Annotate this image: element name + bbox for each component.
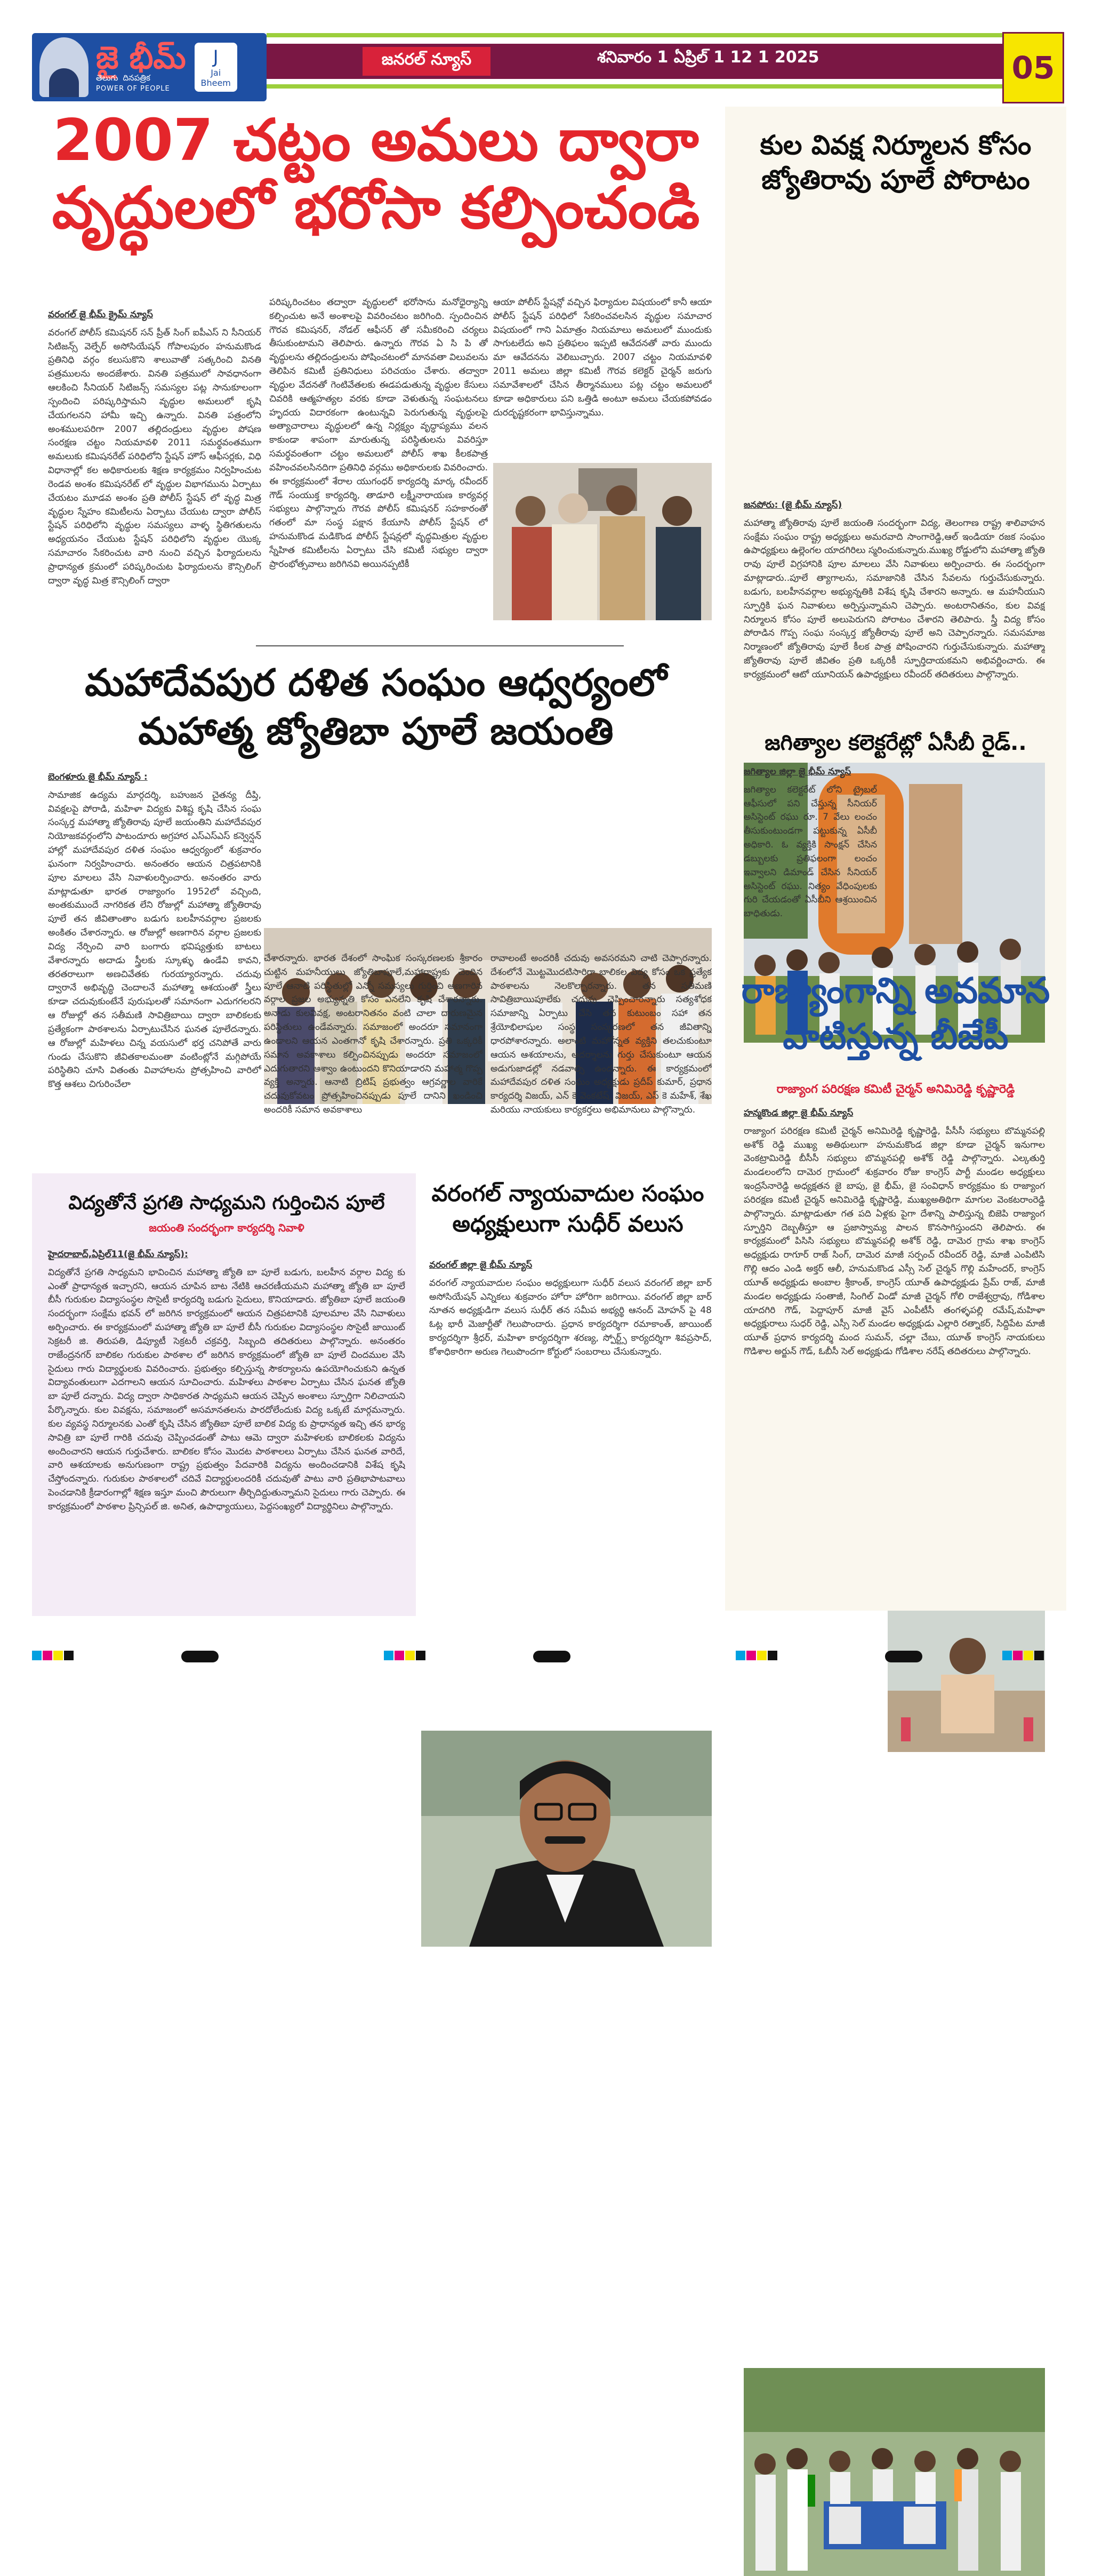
bar-headline-line1: వరంగల్ న్యాయవాదుల సంఘం [431, 1180, 704, 1206]
side1-body [744, 499, 1045, 733]
lead-byline: వరంగల్ జై భీమ్ క్రైమ్ న్యూస్ [48, 309, 153, 320]
education-headline[interactable]: విద్యతోనే ప్రగతి సాధ్యమని గుర్తించిన పూలే [68, 1192, 385, 1214]
lead-photo-image [493, 463, 712, 620]
registration-pill-3 [885, 1651, 922, 1662]
bar-photo [421, 1731, 712, 1947]
education-body [48, 1248, 405, 1602]
logo-portrait-icon [39, 37, 89, 97]
lead-headline-line1: 2007 చట్టం అమలు ద్వారా [53, 107, 699, 174]
side1-body-text: మహాత్మా జ్యోతిరావు పూలే జయంతి సందర్భంగా విద్య, తెలంగాణ రాష్ట్ర శాలివాహన సంక్షేమ సంఘం రాష్ట్ర అధ్యక్షులు అమరవాది సాంగారెడ్డి,ఆల్ ఇండియా రజక సంఘం ఉపాధ్యక్షులు ఉల్లెంగల యాదగిరిలు స్మరించుకున్నారు.ముఖ్య రోడ్డులోని మహాత్మా జ్యోతి రావు పూలే విగ్రహానికి పూల మాలలు వేసి నివాళులు అర్పించారు. ఈ సందర్భంగా మాట్లాడారు..పూలే త్యాగాలను, సమాజానికి చేసిన సేవలను గుర్తుచేసుకున్నారు. బడుగు, బలహీనవర్గాల అభ్యున్నతికి విశేష కృషి చేశారని అన్నారు. ఆ మహనీయుని స్ఫూర్తికి ఘన నివాళులు అర్పిస్తున్నామని చెప్పారు. అంటరానితనం, కుల వివక్ష నిర్మూలన కోసం పూలే అలుపెరుగని పోరాటం చేశారని తెలిపారు. స్త్రీ విద్య కోసం పోరాడిన గొప్ప సంఘ సంస్కర్త జ్యోతీరావు పూలే అని చెప్పారన్నారు. సమసమాజ నిర్మాణంలో జ్యోతిరావు పూలే కీలక పాత్ర పోషించారని గుర్తుచేసుకున్నారు. మహాత్మా జ్యోతిరావు పూలే జీవితం ప్రతి ఒక్కరికీ స్ఫూర్తిదాయకమని అభివర్ణించారు. ఈ కార్యక్రమంలో ఆటో యూనియన్ ఉపాధ్యక్షులు రవీందర్ తదితరులు పాల్గొన్నారు. [744, 517, 1045, 680]
side3-headline-line1: రాజ్యాంగాన్ని అవమాన [741, 970, 1050, 1011]
side1-headline-line1: కుల వివక్ష నిర్మూలన కోసం [760, 130, 1032, 161]
lead-col-3: ఆయా పోలీస్ స్టేషన్లో వచ్చిన ఫిర్యాదుల విషయంలో కానీ ఆయా పోలీస్ స్టేషన్ పరిధిలో సేకరించవలసిన వృద్ధుల సమాచార విషయంలో గాని ఏమాత్రం నియమాలు అమలులో ముందుకు సాగుటలేదు అని ప్రతిఫలం ఇప్పటి ఆవేదనతో వారు ముందు మా ఆవేదనను వెలిబుచ్చారు. 2007 చట్టం నియమావళి 2011 అమలు జిల్లా కమిటీ గౌరవ కలెక్టర్ చైర్మన్ జరుగు సమావేశాలలో చేసిన తీర్మానములు పట్ల చట్టం అమలులో కూడా అధికారులు పని ఒత్తిడి అంటూ అమలు చేయకపోవడం దురదృష్టకరంగా భావిస్తున్నాము. [493, 297, 712, 418]
second-col-3: రావాలంటే అందరికీ చదువు అవసరమని చాటి చెప్పారన్నారు. దేశంలోనే మొట్టమొదటిసారిగా బాలికల విద్య కోసం ఒక ప్రత్యేక పాఠశాలను నెలకొల్పారన్నారు. తన సతీమణి సావిత్రిబాయిపూలేకు చదువు చెప్పించారన్నారు సత్యశోధక సమాజాన్ని ఏర్పాటు చేసి తన కుటుంబం సహా తన శ్రేయోభిలాషుల సంస్థ సంస్కరణలో తన జీవితాన్ని ధారపోశారన్నారు. అలాంటి మహోన్నత వ్యక్తిని తలచుకుంటూ ఆయన ఆశయాలను, ఆదర్శాలను గుర్తు చేసుకుంటూ ఆయన అడుగుజాడల్లో నడవాల్సి ఉందన్నారు. ఈ కార్యక్రమంలో మహాదేవపుర దళిత సంఘం అధ్యక్షుడు ప్రదీప్ కుమార్, ప్రధాన కార్యదర్శి విజయ్, ఎన్ కె వెంకటేష్, విజయ్, ఎస్ కె మహేశ్, శేఖ మరియు నాయకులు కార్యకర్తలు అభిమానులు పాల్గొన్నారు. [490, 953, 712, 1116]
second-headline-line2: మహాత్మ జ్యోతిబా పూలే జయంతి [138, 709, 614, 753]
side2-body [744, 765, 877, 943]
registration-marks-2 [384, 1651, 427, 1662]
second-headline-line1: మహాదేవపుర దళిత సంఘం ఆధ్వర్యంలో [85, 661, 667, 705]
registration-marks-4 [1002, 1651, 1045, 1662]
section-tag: జనరల్ న్యూస్ [363, 47, 490, 76]
side1-headline[interactable] [730, 128, 1061, 197]
second-col-2: చేశారన్నారు. భారత దేశంలో సాంఘిక సంస్కరణలకు శ్రీకారం చుట్టిన మహనీయులు జ్యోతిబాపూలే,మహారాష్ట్రకు చెందిన పూలే ఆనాటి పరిస్థితుల్లో ఎన్నో సమస్యలు గుర్తించి అణగారిన వర్గాల ప్రజల అభ్యున్నతి కోసం ఎనలేని కృషి చేశారన్నారు. అనాడు కులవివక్ష, అంటరానితనం వంటి చాలా దారుణమైన పరిస్థితులు ఉండేవన్నారు. సమాజంలో అందరూ సమానంగా ఉండాలని ఆయన ఎంతగానో కృషి చేశారన్నారు. ప్రతి ఒక్కరికీ సమాన అవకాశాలు కల్పించినప్పుడు అందరూ సమాజంలో ఎదుగుతారని ఆశ్వాం ఉంటుందని కొనియాడారని మహాత్మ గొప్ప వ్యక్తి అన్నారు. ఆనాటి బ్రిటిష్ ప్రభుత్వం ఆగ్రవర్ణాల వారికే చదువుకోవటం ప్రోత్సహించినప్పుడు పూలే దానిని ఖండించి అందరికీ సమాన అవకాశాలు [264, 953, 482, 1116]
divider [256, 645, 624, 646]
logo-tagline: POWER OF PEOPLE [96, 84, 170, 93]
side3-body-text: రాజ్యాంగ పరిరక్షణ కమిటీ చైర్మన్ అనిమిరెడ్డి కృష్ణారెడ్డి, పీసీసీ సభ్యులు బొమ్మనపల్లి అశోక్ రెడ్డి ముఖ్య అతిథులుగా హనుమకొండ జిల్లా కూడా చైర్మన్ ఇనుగాల వెంకట్రామిరెడ్డి బీసీసీ సభ్యులు బొమ్మనపల్లి అశోక్ రెడ్డి పాల్గొన్నారు. ఎల్కతుర్తి మండలంలోని దామెర గ్రామంలో శుక్రవారం రోజు కాంగ్రెస్ పార్టీ మండల అధ్యక్షులు ఇంద్రసేనారెడ్డి అధ్యక్షతన జై బాపు, జై భీమ్, జై సంవిధాన్ కార్యక్రమం కు రాజ్యాంగ పరిరక్షణ కమిటీ చైర్మన్ అనిమిరెడ్డి కృష్ణారెడ్డి, ముఖ్యఅతిథిగా మాగుల వెంకటరాంరెడ్డి పాల్గొన్నారు. మాట్లాడుతూ గత పది ఏళ్లకు పైగా దేశాన్ని పాలిస్తున్న బిజెపి రాజ్యాంగ స్ఫూర్తిని దెబ్బతీస్తూ ఆ ప్రజాస్వామ్య పాలన కొనసాగిస్తుందని తెలిపారు. ఈ కార్యక్రమంలో పిసిసి సభ్యులు బొమ్మనపల్లి అశోక్ రెడ్డి, దామెర గ్రామ శాఖ కాంగ్రెస్ అధ్యక్షుడు రాగూర్ రాజ్ సింగ్, దామెర మాజీ సర్పంచ్ రవీందర్ రెడ్డి, మాజీ ఎంపిటిసి గొల్లి ఆదం ఎండి అక్తర్ ఆలీ, హనుమకొండ ఎస్సీ సెల్ చైర్మన్ గొల్లి మహేందర్, కాంగ్రెస్ యూత్ అధ్యక్షుడు అంబాల శ్రీకాంత్, కాంగ్రెస్ యూత్ ఉపాధ్యక్షుడు ప్రేమ్ రాజ్, మాజీ మండల అధ్యక్షుడు సంతాజీ, సింగిల్ విండో మాజీ చైర్మన్ గోలి రాజేశ్వర్రావు, గోడిశాల యాదగిరి గౌడ్, పెద్దాపూర్ మాజీ వైస్ ఎంపీటీసీ తంగళ్ళపల్లి రమేష్,మహిళా అధ్యక్షురాలు సుధర్ రెడ్డి, ఎస్సీ సెల్ మండల అధ్యక్షుడు ఎల్లారి రత్నాకర్, సిద్దిపేట మాజీ యూత్ ప్రధాన కార్యదర్శి మంద సుమన్, చల్లా చేబు, యూత్ కాంగ్రెస్ నాయకులు గొడిశాల అర్జున్ గౌడ్, ఓబీసీ సెల్ అధ్యక్షుడు గోడిశాల నరేష్ తదితరులు పాల్గొన్నారు. [744, 1125, 1045, 1357]
lead-col-1 [48, 308, 261, 636]
side2-byline: జగిత్యాల జిల్లా జై భీమ్ న్యూస్ [744, 766, 851, 777]
bar-byline: వరంగల్ జిల్లా జై భీమ్ న్యూస్ [429, 1260, 533, 1270]
second-headline[interactable] [32, 659, 720, 756]
logo-title: జై భీమ్ [96, 39, 186, 76]
side3-photo-image [744, 2368, 1045, 2576]
side2-headline[interactable]: జగిత్యాల కలెక్టరేట్లో ఏసీబీ రైడ్.. [765, 731, 1027, 755]
logo-seal-icon: J Jai Bheem [195, 43, 237, 92]
lead-headline[interactable] [32, 107, 720, 243]
page-number: 05 [1002, 32, 1064, 103]
lead-headline-line2: వృద్ధులలో భరోసా కల్పించండి [52, 175, 700, 242]
side3-byline: హన్మకొండ జిల్లా జై భీమ్ న్యూస్ [744, 1108, 854, 1118]
side1-byline: జనపోరు: (జై భీమ్ న్యూస్) [744, 500, 842, 510]
side3-photo [744, 2368, 1045, 2576]
side2-photo [888, 1611, 1045, 1752]
side3-headline-line2: పాటిస్తున్న బీజేపీ [783, 1015, 1009, 1057]
registration-marks-1 [32, 1651, 75, 1662]
newspaper-logo[interactable] [32, 33, 267, 101]
registration-marks-3 [736, 1651, 778, 1662]
bar-headline-line2: అధ్యక్షులుగా సుధీర్ వలుస [452, 1210, 683, 1237]
side3-subheadline: రాజ్యాంగ పరిరక్షణ కమిటీ చైర్మన్ అనిమిరెడ్డి కృష్ణారెడ్డి [776, 1083, 1015, 1096]
bar-body-text: వరంగల్ న్యాయవాదుల సంఘం అధ్యక్షులుగా సుధీర్ వలుస వరంగల్ జిల్లా బార్ అసోసియేషన్ ఎన్నికలు శుక్రవారం హోరా హోరిగా జరిగాయి. వరంగల్ జిల్లా బార్ నూతన అధ్యక్షుడిగా వలుస సుధీర్ తన సమీప అభ్యర్థి ఆనంద్ మోహన్ పై 48 ఓట్ల భారీ మెజార్టీతో గెలుపొందారు. ప్రధాన కార్యదర్శిగా రమాకాంత్, జాయింట్ కార్యదర్శిగా శ్రీధర్, మహిళా కార్యదర్శిగా శరణ్య, స్పోర్ట్స్ కార్యదర్శిగా శివప్రసాద్, కోశాధికారిగా అరుణ గెలుపొందగా కోర్టులో సంబరాలు చేసుకున్నారు. [429, 1277, 712, 1357]
education-subheadline: జయంతి సందర్భంగా కార్యదర్శి నివాళి [149, 1221, 304, 1234]
registration-pill-1 [181, 1651, 219, 1662]
lead-photo [493, 463, 712, 620]
masthead-stripe-top [267, 33, 1013, 37]
lead-col-2: పరిష్కరించటం తద్వారా వృద్ధులలో భరోసాను మనోధైర్యాన్ని కల్పించుట అనే అంశాలపై వివరించటం జరిగింది. స్పందించిన గౌరవ కమిషనర్, నోడల్ ఆఫీసర్ తో సమీకరించి చర్యలు తీసుకుంటామని తెలిపారు. ఉన్నారు గౌరవ ఏ సి పి తో వృద్ధులను తల్లిదండ్రులను పోషించటంలో మానవతా విలువలను తెలిపిన కమిటీ ప్రతినిధులు పరిచయం చేశారు. తద్వారా వృద్ధుల వేదనతో గెంటివేతలకు ఈడపడుతున్న వృద్ధుల కేసులు చివరికి ఆత్మహత్యల వరకు కూడా వెళుతున్న సంఘటనలు హృదయ విదారకంగా ఉంటున్నవి పెరుగుతున్న వృద్ధులపై అత్యాచారాలు వృద్ధులలో ఉన్న నిర్లక్ష్యం వృద్ధాప్యము వలన కాకుండా శాపంగా మారుతున్న పరిస్థితులను వివరిస్తూ సమర్థవంతంగా చట్టం అమలులో పోలీస్ శాఖ కీలకపాత్ర వహించవలసినదిగా ప్రతినిధి వర్గము అధికారులకు వివరించారు. ఈ కార్యక్రమంలో శేరాల యుగంధర్ కార్యదర్శి మార్క రవీందర్ గౌడ్ సంయుక్త కార్యదర్శి, తాడూరి లక్ష్మీనారాయణ కార్యవర్గ సభ్యులు పాల్గొన్నారు గౌరవ పోలీస్ కమిషనర్ సహకారంతో గతంలో మా సంస్థ పక్షాన కేయూసి పోలీస్ స్టేషన్ లో హనుమకొండ మడికొండ పోలీస్ స్టేషన్లలో వృద్ధమిత్రుల వృద్ధుల స్నేహిత కమిటీలను ఏర్పాటు చేసి కమిటీ సభ్యుల ద్వారా ప్రారంభోత్సవాలు జరిగినవి అయినప్పటికీ [269, 297, 488, 570]
logo-subtitle: తెలుగు దినపత్రిక [96, 73, 150, 83]
side2-photo-image [888, 1611, 1045, 1752]
education-body-text: విద్యతోనే ప్రగతి సాధ్యమని భావించిన మహాత్మా జ్యోతి బా పూలే బడుగు, బలహీన వర్గాల విద్య కు ఎంతో ప్రాధాన్యత ఇచ్చారని, ఆయన చూపిన బాట నేటికి ఆచరణీయమని మహాత్మా జ్యోతి బా పూలే బీసీ గురుకుల విద్యాసంస్థల సొసైటీ కార్యదర్శి బడుగు సైదులు, కొనియాడారు. జ్యోతిబా పూలే జయంతి సందర్భంగా సంక్షేమ భవన్ లో జరిగిన కార్యక్రమంలో ఆయన చిత్రపటానికి పూలమాల వేసి నివాళులు అర్పించారు. ఈ కార్యక్రమంలో మహాత్మా జ్యోతి బా పూలే బీసీ గురుకుల విద్యాసంస్థల సొసైటీ జాయింట్ సెక్రటరీ జి. తిరుపతి, డిప్యూటీ సెక్రటరీ చక్రవర్తి, సిబ్బంది తదితరులు పాల్గొన్నారు. అనంతరం రాజేంద్రనగర్ బాలికల గురుకుల పాఠశాల లో జరిగిన కార్యక్రమంలో జ్యోతి బా పూలే చిందముల వేసి సైదులు గారు విద్యార్థులకు వివరించారు. ప్రభుత్వం కల్పిస్తున్న సౌకర్యాలను ఉపయోగించుకుని ఉన్నత విద్యావంతులుగా ఎదగాలని ఆయన సూచించారు. మహిళలు పాఠశాల ఏర్పాటు చేసిన ఘనత జ్యోతి బా పూలే దన్నారు. విద్య ద్వారా సాధికారత సాధ్యమని ఆయన చెప్పిన అంశాలు స్ఫూర్తిగా నిలిచాయని పేర్కొన్నారు. కుల వివక్షను, సమాజంలో అసమానతలను పారదోలేందుకు విద్య ఒక్కటే మార్గమన్నారు. కుల వ్యవస్థ నిర్మూలనకు ఎంతో కృషి చేసిన జ్యోతిబా పూలే బాలిక విద్య కు ప్రాధాన్యత ఇచ్చి తన భార్య సావిత్రి బా పూలే గారికి చదువు చెప్పించడంతో పాటు ఆమె ద్వారా మహిళలకు బాలికలకు విద్యను అందించారని ఆయన గుర్తుచేశారు. బాలికల కోసం మొదట పాఠశాలలు ఏర్పాటు చేసిన ఘనత వారిదే, వారి ఆశయాలకు అనుగుణంగా రాష్ట్ర ప్రభుత్వం పేదవారికి విద్యను అందించడానికి విశేష కృషి చేస్తోందన్నారు. గురుకుల పాఠశాలలో చదివే విద్యార్థులందరికీ చదువుతో పాటు వారి ప్రతిభాపాటవాలు పెంచడానికి క్రీడారంగాల్లో శిక్షణ ఇస్తూ మంచి పౌరులుగా తీర్చిదిద్దుతున్నామని సైదులు గారు చెప్పారు. ఈ కార్యక్రమంలో పాఠశాల ప్రిన్సిపల్ జి. అనిత, ఉపాధ్యాయులు, పెద్దసంఖ్యలో విద్యార్థినిలు పాల్గొన్నారు. [48, 1267, 405, 1512]
lead-col-1-text: వరంగల్ పోలీస్ కమిషనర్ సన్ ప్రీత్ సింగ్ ఐపీఎస్ ని సీనియర్ సిటిజన్స్ వెల్ఫేర్ అసోసియేషన్ గోపాలపురం హనుమకొండ ప్రతినిధి వర్గం కలుసుకొని శాలువాతో సత్కరించి వినతి పత్రములను అందజేశారు. వినతి పత్రములో సావధానంగా ఆలకించి సీనియర్ సిటిజన్స్ సమస్యల పట్ల సానుకూలంగా స్పందించి పరిష్కరిస్తామని వృద్ధుల అమలులో కృషి చేయగలనని హామీ ఇచ్చి ఉన్నారు. వినతి పత్రంలోని అంశములపరిగా 2007 తల్లిదండ్రులు వృద్ధుల పోషణ సంరక్షణ చట్టం నియమావళి 2011 సమర్థవంతముగా అమలుకు కమిషనరేట్ పరిధిలోని స్టేషన్ హౌస్ ఆఫీసర్లకు, విధి విధానాల్లో కల అధికారులకు శిక్షణ కార్యక్రమం నిర్వహించుట రెండవ అంశం కమిషనరేట్ లో వృద్ధుల విభాగమును ఏర్పాటు చేయటం మూడవ అంశం ప్రతి పోలీస్ స్టేషన్ లో వృద్ధ మిత్ర వృద్ధుల స్నేహం కమిటీలను ఏర్పాటు చేయుట ద్వారా పోలీస్ స్టేషన్ పరిధిలోని వృద్ధుల సమస్యలు వాళ్ళ స్థితిగతులను అధ్యయనం చేయుట స్టేషన్ పరిధిలోని వృద్ధుల యొక్క సమాచారం సేకరించుట వారి నుంచి వచ్చిన ఫిర్యాదులను ప్రాధాన్యత క్రమంలో పరిష్కరించుట ఫిర్యాదులను కౌన్సిలింగ్ ద్వారా వృద్ధ మిత్ర కౌన్సిలింగ్ ద్వారా [48, 327, 261, 586]
education-byline: హైదరాబాద్,ఏప్రిల్11(జై భీమ్ న్యూస్): [48, 1249, 188, 1260]
second-col-1-text: సామాజిక ఉద్యమ మార్గదర్శి, బహుజన చైతన్య దీప్తి, వివక్షలపై పోరాడి, మహిళా విద్యకు విశిష్ట కృషి చేసిన సంఘ సంస్కర్త మహాత్మా జ్యోతిరావు పూలే జయంతిని మహాదేవపుర నియోజకవర్గంలోని పాటందూరు అగ్రహార ఎస్ఎస్ఎస్ కన్వెన్షన్ హాల్లో మహాదేవపుర దళిత సంఘం ఆధ్వర్యంలో శుక్రవారం ఘనంగా నిర్వహించారు. అనంతరం ఆయన చిత్రపటానికి పూల మాలలు వేసి నివాళులర్పించారు. అనంతరం వారు మాట్లాడుతూ భారత రాజ్యాంగం 1952లో వచ్చింది, అంతకుముందే నాగరికత లేని రోజుల్లో మహాత్మా జ్యోతిరావు పూలే తన జీవితాంతాం బడుగు బలహీనవర్గాల ప్రజలకు అంకితం చేశారన్నారు. ఆ రోజుల్లో అణగారిన వర్గాల ప్రజలకు విద్య నేర్పించి వారి బంగారు భవిష్యత్తుకు బాటలు వేశారన్నారు అదాడు స్త్రీలకు స్కూళ్ళు ఉండేవి కావని, తరతరాలుగా అణచివేతకు గురయ్యారన్నారు. చదువు ద్వారానే అభివృద్ధి చెందాలనే మహాత్మా ఆశయంతో స్త్రీలు కూడా చదువుకుంటేనే పురుషులతో సమానంగా ఎదుగగలరని ఆ రోజుల్లో తన సతీమణి సావిత్రిబాయి ద్వారా బాలికలకు ప్రత్యేకంగా పాఠశాలను ఏర్పాటుచేసిన ఘనత పూలేదన్నారు. ఆ రోజుల్లో మహిళలు చిన్న వయసులో భర్త చనిపోతే వారు గుండు చేసుకొని జీవితకాలమంతా వంటింట్లోనే మగ్గిపోయే పరిస్థితిని చూసి వితంతు వివాహాలను ప్రోత్సహించి వారిలో కొత్త ఆశలు చిగురించేలా [48, 789, 261, 1090]
side3-body [744, 1107, 1045, 1405]
second-byline: బెంగళూరు జై భీమ్ న్యూస్ : [48, 772, 148, 782]
second-col-1 [48, 771, 261, 1170]
bar-photo-image [421, 1731, 712, 1947]
bar-body [429, 1259, 712, 1399]
bar-headline[interactable] [421, 1179, 714, 1239]
registration-pill-2 [533, 1651, 570, 1662]
issue-date: శనివారం 1 ఏప్రిల్ 1 12 1 2025 [597, 48, 819, 67]
side3-headline[interactable] [730, 968, 1061, 1060]
masthead-stripe-bottom [267, 84, 1013, 89]
seal-text: Jai Bheem [200, 68, 231, 88]
side1-headline-line2: జ్యోతిరావు పూలే పోరాటం [761, 164, 1030, 195]
side2-body-text: జగిత్యాల కలెక్టరేట్ లోని ట్రైబల్ ఆఫీసులో పని చేస్తున్న సీనియర్ అసిస్టెంట్ రఘు రూ. 7 వేలు లంచం తీసుకుంటుండగా పట్టుకున్న ఏసీబీ అధికారి. ఓ వ్యక్తికి సాంక్షన్ చేసిన డబ్బులకు ప్రతిఫలంగా లంచం ఇవ్వాలని డిమాండ్ చేసిన సీనియర్ అసిస్టెంట్ రఘు. నిత్యం వేధింపులకు గురి చేయడంతో ఏసీబీని ఆశ్రయించిన బాధితుడు. [744, 784, 877, 919]
